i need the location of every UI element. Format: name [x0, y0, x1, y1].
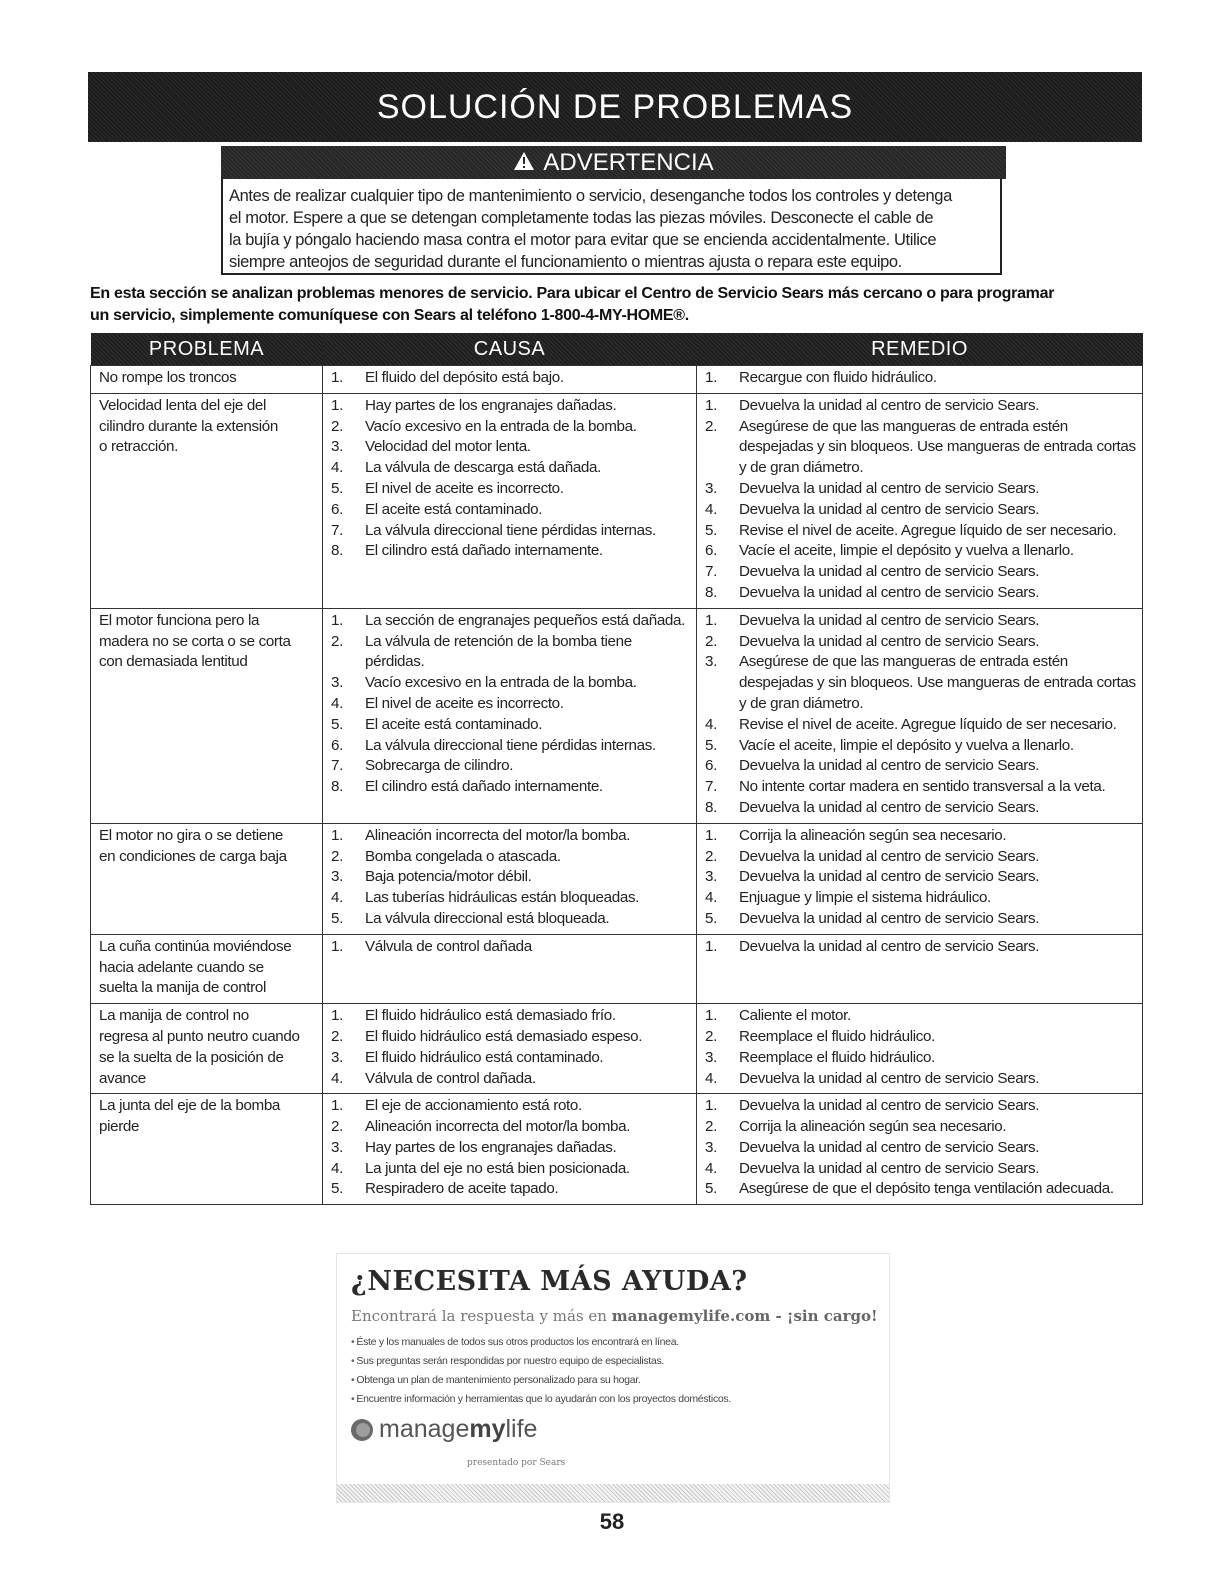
remedy-cell [697, 934, 1143, 1003]
remedy-text: Devuelva la unidad al centro de servicio Sears. [739, 909, 1040, 927]
cause-cell [323, 1004, 697, 1094]
cause-number: 2. [331, 1027, 343, 1045]
cause-number: 1. [331, 396, 343, 414]
problem-text: La junta del eje de la bomba [99, 1097, 281, 1115]
help-subtitle [351, 1307, 889, 1325]
problem-text: La manija de control no [99, 1007, 249, 1025]
remedy-item [705, 736, 1136, 757]
cause-item [331, 1048, 690, 1069]
remedy-text: Reemplace el fluido hidráulico. [739, 1027, 935, 1045]
logo-text-my: my [469, 1415, 506, 1443]
remedy-item [705, 888, 1136, 909]
list-item: • Éste y los manuales de todos sus otros productos los encontrará en línea. [351, 1333, 889, 1352]
remedy-list [705, 611, 1136, 819]
problem-text: o retracción. [99, 438, 179, 456]
cause-text: Vacío excesivo en la entrada de la bomba. [365, 417, 637, 435]
cause-text: La válvula de retención de la bomba tiene pérdidas. [365, 632, 632, 671]
remedy-number: 5. [705, 1180, 717, 1198]
cause-text: El eje de accionamiento está roto. [365, 1097, 582, 1115]
remedy-text: Devuelva la unidad al centro de servicio Sears. [739, 1097, 1040, 1115]
table-row [91, 366, 1143, 394]
cause-number: 5. [331, 715, 343, 733]
remedy-text: Devuelva la unidad al centro de servicio Sears. [739, 1159, 1040, 1177]
remedy-number: 4. [705, 1069, 717, 1087]
warning-heading-text: ADVERTENCIA [543, 149, 714, 176]
remedy-number: 7. [705, 778, 717, 796]
cause-number: 2. [331, 847, 343, 865]
remedy-number: 4. [705, 715, 717, 733]
help-title: ¿NECESITA MÁS AYUDA? [351, 1266, 748, 1297]
remedy-cell [697, 608, 1143, 823]
remedy-item [705, 396, 1136, 417]
cause-item [331, 479, 690, 500]
cause-number: 6. [331, 736, 343, 754]
remedy-item [705, 1069, 1136, 1090]
managemylife-logo [351, 1415, 889, 1444]
logo-text-manage: manage [379, 1415, 470, 1443]
remedy-text: Devuelva la unidad al centro de servicio Sears. [739, 632, 1040, 650]
remedy-text: Corrija la alineación según sea necesario. [739, 1118, 1007, 1136]
remedy-number: 3. [705, 1138, 717, 1156]
remedy-item [705, 937, 1136, 958]
remedy-list [705, 937, 1136, 958]
column-header-remedy: REMEDIO [697, 333, 1143, 366]
cause-number: 3. [331, 1138, 343, 1156]
cause-text: Alineación incorrecta del motor/la bomba. [365, 826, 631, 844]
table-row [91, 823, 1143, 934]
cause-number: 4. [331, 694, 343, 712]
cause-cell [323, 366, 697, 394]
cause-number: 3. [331, 1048, 343, 1066]
cause-item [331, 1069, 690, 1090]
problem-text: avance [99, 1069, 146, 1087]
cause-item [331, 867, 690, 888]
table-row [91, 1094, 1143, 1205]
cause-number: 4. [331, 1069, 343, 1087]
help-subtitle-free: - ¡sin cargo! [770, 1307, 878, 1325]
cause-text: El fluido hidráulico está contaminado. [365, 1048, 604, 1066]
problem-cell [91, 393, 323, 608]
remedy-text: Asegúrese de que las mangueras de entrada estén despejadas y sin bloqueos. Use mangueras de entrada cortas y de gran diámetro. [739, 417, 1136, 477]
cause-text: El aceite está contaminado. [365, 715, 543, 733]
cause-number: 4. [331, 889, 343, 907]
cause-list [331, 368, 690, 389]
remedy-item [705, 652, 1136, 714]
cause-text: Vacío excesivo en la entrada de la bomba. [365, 674, 637, 692]
cause-text: El cilindro está dañado internamente. [365, 778, 603, 796]
remedy-number: 8. [705, 583, 717, 601]
remedy-number: 4. [705, 889, 717, 907]
remedy-text: Asegúrese de que el depósito tenga ventilación adecuada. [739, 1180, 1114, 1198]
remedy-number: 3. [705, 1048, 717, 1066]
cause-item [331, 826, 690, 847]
remedy-text: Devuelva la unidad al centro de servicio Sears. [739, 563, 1040, 581]
cause-number: 2. [331, 417, 343, 435]
remedy-number: 2. [705, 1118, 717, 1136]
remedy-list [705, 1096, 1136, 1200]
cause-text: Velocidad del motor lenta. [365, 438, 531, 456]
page-number: 58 [599, 1509, 625, 1534]
problem-cell [91, 608, 323, 823]
remedy-list [705, 826, 1136, 930]
remedy-item [705, 1048, 1136, 1069]
cause-item [331, 437, 690, 458]
cause-text: Baja potencia/motor débil. [365, 868, 532, 886]
help-site-link[interactable]: managemylife.com [611, 1307, 771, 1325]
remedy-item [705, 847, 1136, 868]
problem-cell [91, 823, 323, 934]
remedy-text: Devuelva la unidad al centro de servicio Sears. [739, 479, 1040, 497]
cause-item [331, 673, 690, 694]
cause-text: La válvula direccional tiene pérdidas internas. [365, 521, 656, 539]
remedy-number: 8. [705, 798, 717, 816]
cause-item [331, 1096, 690, 1117]
cause-number: 8. [331, 542, 343, 560]
remedy-text: Corrija la alineación según sea necesario. [739, 826, 1007, 844]
intro-line: un servicio, simplemente comuníquese con Sears al teléfono 1-800-4-MY-HOME®. [90, 307, 689, 324]
table-row [91, 393, 1143, 608]
problem-cell [91, 934, 323, 1003]
cause-item [331, 909, 690, 930]
remedy-item [705, 909, 1136, 930]
cause-item [331, 1179, 690, 1200]
problem-text: en condiciones de carga baja [99, 847, 287, 865]
presented-by: presentado por Sears [467, 1458, 566, 1468]
cause-text: Bomba congelada o atascada. [365, 847, 561, 865]
remedy-text: Devuelva la unidad al centro de servicio Sears. [739, 868, 1040, 886]
cause-cell [323, 1094, 697, 1205]
cause-number: 8. [331, 778, 343, 796]
list-item: • Sus preguntas serán respondidas por nuestro equipo de especialistas. [351, 1352, 889, 1371]
cause-number: 5. [331, 479, 343, 497]
remedy-item [705, 1096, 1136, 1117]
remedy-item [705, 1027, 1136, 1048]
remedy-number: 1. [705, 611, 717, 629]
cause-text: El fluido hidráulico está demasiado espeso. [365, 1027, 643, 1045]
cause-text: Hay partes de los engranajes dañadas. [365, 1138, 617, 1156]
cause-list [331, 396, 690, 562]
warning-line: la bujía y póngalo haciendo masa contra el motor para evitar que se encienda accidentalmente. Utilice [229, 231, 937, 249]
remedy-item [705, 417, 1136, 479]
remedy-text: No intente cortar madera en sentido transversal a la veta. [739, 778, 1106, 796]
remedy-item [705, 867, 1136, 888]
cause-item [331, 417, 690, 438]
remedy-number: 5. [705, 521, 717, 539]
logo-text-life: life [505, 1415, 538, 1443]
remedy-cell [697, 823, 1143, 934]
cause-number: 1. [331, 369, 343, 386]
column-header-cause: CAUSA [323, 333, 697, 366]
remedy-text: Devuelva la unidad al centro de servicio Sears. [739, 798, 1040, 816]
remedy-number: 2. [705, 1027, 717, 1045]
remedy-item [705, 562, 1136, 583]
cause-item [331, 1159, 690, 1180]
cause-item [331, 937, 690, 958]
cause-number: 2. [331, 632, 343, 650]
column-header-problem: PROBLEMA [91, 333, 323, 366]
table-row [91, 608, 1143, 823]
remedy-item [705, 583, 1136, 604]
cause-cell [323, 823, 697, 934]
warning-line: Antes de realizar cualquier tipo de mantenimiento o servicio, desenganche todos los controles y detenga [229, 187, 952, 205]
warning-icon [513, 147, 535, 180]
remedy-list [705, 396, 1136, 604]
cause-item [331, 1027, 690, 1048]
cause-item [331, 396, 690, 417]
cause-item [331, 541, 690, 562]
remedy-text: Vacíe el aceite, limpie el depósito y vuelva a llenarlo. [739, 736, 1074, 754]
remedy-number: 3. [705, 653, 717, 671]
remedy-list [705, 1006, 1136, 1089]
cause-item [331, 715, 690, 736]
remedy-item [705, 1117, 1136, 1138]
cause-text: El aceite está contaminado. [365, 500, 543, 518]
problem-text: Velocidad lenta del eje del [99, 396, 267, 414]
cause-item [331, 1138, 690, 1159]
remedy-text: Devuelva la unidad al centro de servicio Sears. [739, 396, 1040, 414]
problem-cell [91, 1094, 323, 1205]
problem-text: No rompe los troncos [99, 369, 237, 386]
remedy-number: 1. [705, 369, 717, 386]
cause-number: 1. [331, 937, 343, 955]
problem-text: con demasiada lentitud [99, 653, 248, 671]
remedy-text: Devuelva la unidad al centro de servicio Sears. [739, 500, 1040, 518]
remedy-number: 2. [705, 847, 717, 865]
remedy-item [705, 1006, 1136, 1027]
cause-item [331, 888, 690, 909]
remedy-list [705, 368, 1136, 389]
problem-text: El motor funciona pero la [99, 611, 260, 629]
problem-text: madera no se corta o se corta [99, 632, 291, 650]
cause-number: 7. [331, 521, 343, 539]
cause-item [331, 694, 690, 715]
help-bullets [351, 1333, 889, 1409]
remedy-text: Devuelva la unidad al centro de servicio Sears. [739, 1069, 1040, 1087]
remedy-number: 5. [705, 736, 717, 754]
cause-text: Respiradero de aceite tapado. [365, 1180, 559, 1198]
remedy-text: Revise el nivel de aceite. Agregue líquido de ser necesario. [739, 521, 1117, 539]
problem-text: suelta la manija de control [99, 979, 266, 997]
cause-item [331, 458, 690, 479]
problem-text: pierde [99, 1118, 140, 1136]
cause-number: 4. [331, 1159, 343, 1177]
remedy-text: Reemplace el fluido hidráulico. [739, 1048, 935, 1066]
cause-number: 3. [331, 868, 343, 886]
remedy-item [705, 1138, 1136, 1159]
table-row [91, 1004, 1143, 1094]
help-subtitle-text: Encontrará la respuesta y más en [351, 1307, 612, 1325]
problem-text: regresa al punto neutro cuando [99, 1027, 300, 1045]
cause-list [331, 937, 690, 958]
problem-text: hacia adelante cuando se [99, 958, 264, 976]
cause-number: 3. [331, 674, 343, 692]
logo-circle-icon [351, 1419, 373, 1441]
warning-heading [221, 146, 1006, 179]
cause-item [331, 521, 690, 542]
remedy-cell [697, 393, 1143, 608]
remedy-number: 1. [705, 1007, 717, 1025]
cause-text: La sección de engranajes pequeños está dañada. [365, 611, 685, 629]
remedy-number: 1. [705, 1097, 717, 1115]
cause-number: 7. [331, 757, 343, 775]
remedy-text: Devuelva la unidad al centro de servicio Sears. [739, 937, 1040, 955]
remedy-text: Devuelva la unidad al centro de servicio Sears. [739, 583, 1040, 601]
cause-cell [323, 934, 697, 1003]
cause-cell [323, 608, 697, 823]
remedy-cell [697, 1004, 1143, 1094]
cause-item [331, 500, 690, 521]
warning-line: siempre anteojos de seguridad durante el funcionamiento o mientras ajusta o repara este equipo. [229, 253, 902, 271]
cause-list [331, 611, 690, 798]
cause-text: Válvula de control dañada [365, 937, 532, 955]
remedy-number: 6. [705, 542, 717, 560]
cause-text: El fluido del depósito está bajo. [365, 369, 564, 386]
cause-number: 5. [331, 909, 343, 927]
cause-list [331, 1006, 690, 1089]
remedy-item [705, 500, 1136, 521]
cause-number: 1. [331, 1007, 343, 1025]
remedy-text: Caliente el motor. [739, 1007, 851, 1025]
problem-text: La cuña continúa moviéndose [99, 937, 292, 955]
cause-text: El cilindro está dañado internamente. [365, 542, 603, 560]
remedy-item [705, 1159, 1136, 1180]
remedy-number: 6. [705, 757, 717, 775]
remedy-text: Devuelva la unidad al centro de servicio Sears. [739, 757, 1040, 775]
problem-text: se la suelta de la posición de [99, 1048, 284, 1066]
remedy-text: Vacíe el aceite, limpie el depósito y vuelva a llenarlo. [739, 542, 1074, 560]
remedy-text: Devuelva la unidad al centro de servicio Sears. [739, 847, 1040, 865]
cause-number: 1. [331, 1097, 343, 1115]
intro-line: En esta sección se analizan problemas menores de servicio. Para ubicar el Centro de Servicio Sears más cercano o para programar [90, 285, 1055, 302]
remedy-number: 4. [705, 1159, 717, 1177]
cause-item [331, 632, 690, 674]
problem-text: cilindro durante la extensión [99, 417, 278, 435]
remedy-text: Revise el nivel de aceite. Agregue líquido de ser necesario. [739, 715, 1117, 733]
remedy-item [705, 611, 1136, 632]
cause-item [331, 1006, 690, 1027]
cause-item [331, 611, 690, 632]
cause-text: El fluido hidráulico está demasiado frío. [365, 1007, 616, 1025]
cause-number: 6. [331, 500, 343, 518]
table-row [91, 934, 1143, 1003]
remedy-item [705, 521, 1136, 542]
cause-number: 3. [331, 438, 343, 456]
remedy-number: 7. [705, 563, 717, 581]
cause-number: 1. [331, 826, 343, 844]
cause-number: 5. [331, 1180, 343, 1198]
remedy-number: 4. [705, 500, 717, 518]
remedy-item [705, 798, 1136, 819]
remedy-cell [697, 1094, 1143, 1205]
cause-item [331, 777, 690, 798]
remedy-text: Devuelva la unidad al centro de servicio Sears. [739, 611, 1040, 629]
remedy-number: 2. [705, 417, 717, 435]
cause-number: 2. [331, 1118, 343, 1136]
intro-paragraph [90, 283, 1140, 327]
cause-text: Válvula de control dañada. [365, 1069, 536, 1087]
help-box [337, 1254, 889, 1502]
remedy-number: 5. [705, 909, 717, 927]
cause-list [331, 826, 690, 930]
remedy-item [705, 632, 1136, 653]
cause-item [331, 756, 690, 777]
remedy-text: Enjuague y limpie el sistema hidráulico. [739, 889, 991, 907]
remedy-number: 1. [705, 937, 717, 955]
problem-cell [91, 1004, 323, 1094]
list-item: • Encuentre información y herramientas que lo ayudarán con los proyectos domésticos. [351, 1390, 889, 1409]
remedy-text: Asegúrese de que las mangueras de entrada estén despejadas y sin bloqueos. Use mangueras de entrada cortas y de gran diámetro. [739, 653, 1136, 712]
help-box-bottom-border [337, 1484, 889, 1502]
warning-text [221, 179, 1002, 275]
cause-item [331, 368, 690, 389]
remedy-item [705, 777, 1136, 798]
remedy-number: 3. [705, 479, 717, 497]
remedy-number: 2. [705, 632, 717, 650]
table-header-row [91, 333, 1143, 366]
remedy-number: 1. [705, 396, 717, 414]
cause-text: Alineación incorrecta del motor/la bomba. [365, 1118, 631, 1136]
cause-item [331, 1117, 690, 1138]
problem-cell [91, 366, 323, 394]
cause-text: Sobrecarga de cilindro. [365, 757, 514, 775]
cause-text: La válvula direccional tiene pérdidas internas. [365, 736, 656, 754]
cause-text: Hay partes de los engranajes dañadas. [365, 396, 617, 414]
remedy-item [705, 368, 1136, 389]
remedy-item [705, 715, 1136, 736]
troubleshooting-table [90, 333, 1143, 1205]
problem-text: El motor no gira o se detiene [99, 826, 284, 844]
cause-list [331, 1096, 690, 1200]
cause-text: El nivel de aceite es incorrecto. [365, 479, 564, 497]
cause-text: El nivel de aceite es incorrecto. [365, 694, 564, 712]
remedy-number: 3. [705, 868, 717, 886]
cause-text: La junta del eje no está bien posicionada. [365, 1159, 630, 1177]
remedy-item [705, 479, 1136, 500]
cause-item [331, 736, 690, 757]
remedy-item [705, 541, 1136, 562]
remedy-number: 1. [705, 826, 717, 844]
cause-number: 4. [331, 459, 343, 477]
remedy-item [705, 756, 1136, 777]
cause-item [331, 847, 690, 868]
warning-line: el motor. Espere a que se detengan completamente todas las piezas móviles. Desconecte el cable de [229, 209, 934, 227]
remedy-text: Recargue con fluido hidráulico. [739, 369, 937, 386]
remedy-item [705, 1179, 1136, 1200]
cause-text: La válvula direccional está bloqueada. [365, 909, 610, 927]
cause-cell [323, 393, 697, 608]
remedy-cell [697, 366, 1143, 394]
cause-text: Las tuberías hidráulicas están bloqueadas. [365, 889, 640, 907]
page-title: SOLUCIÓN DE PROBLEMAS [88, 72, 1142, 142]
remedy-item [705, 826, 1136, 847]
list-item: • Obtenga un plan de mantenimiento personalizado para su hogar. [351, 1371, 889, 1390]
cause-text: La válvula de descarga está dañada. [365, 459, 601, 477]
remedy-text: Devuelva la unidad al centro de servicio Sears. [739, 1138, 1040, 1156]
cause-number: 1. [331, 611, 343, 629]
